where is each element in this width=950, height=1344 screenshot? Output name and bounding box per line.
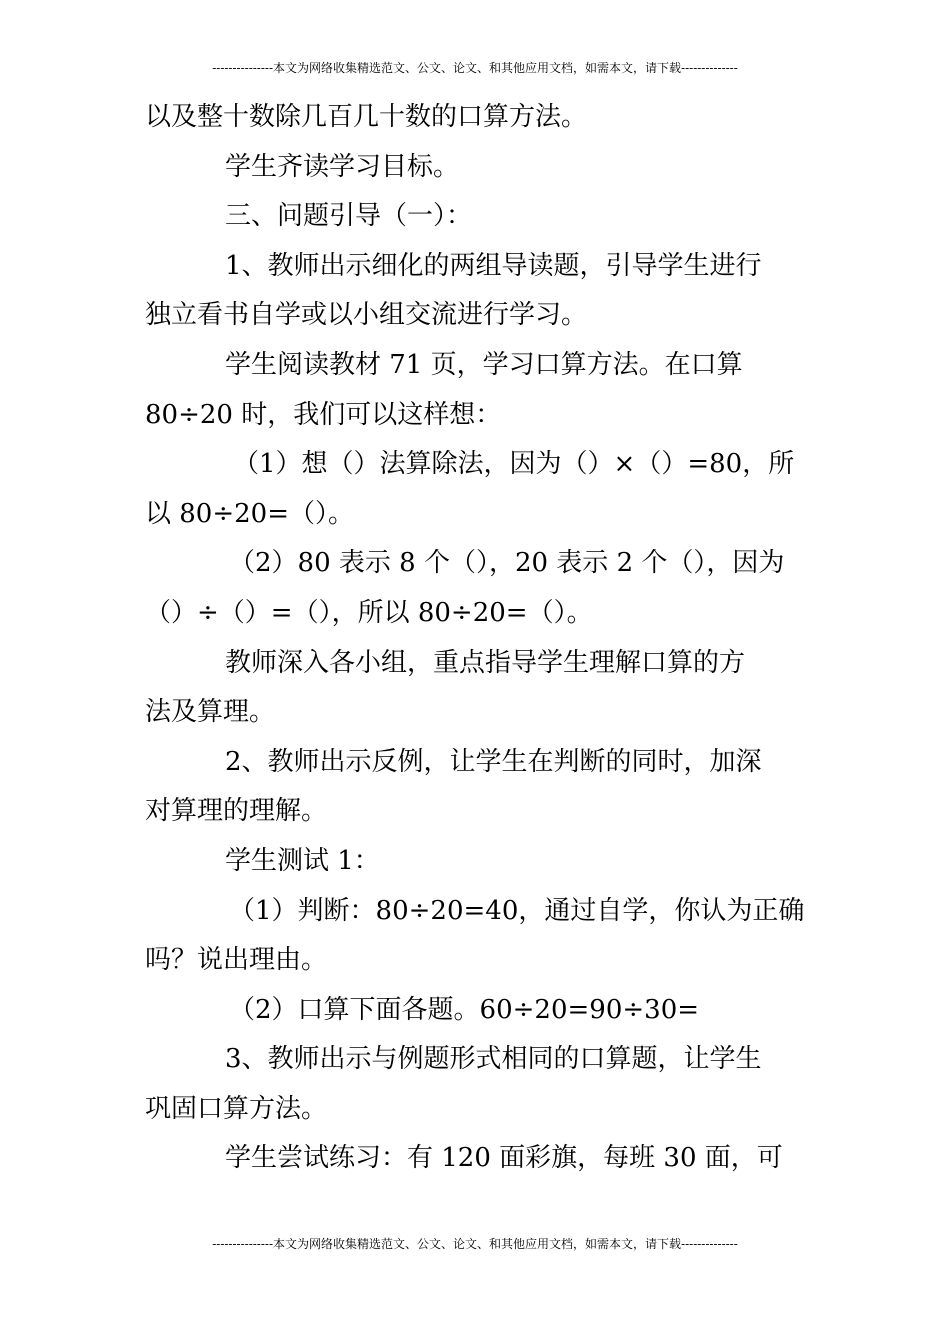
text-line: 以 80÷20=（）。 bbox=[145, 498, 355, 529]
text-line: 3、教师出示与例题形式相同的口算题，让学生 bbox=[225, 1044, 762, 1075]
text-line: 80÷20 时，我们可以这样想： bbox=[145, 399, 502, 430]
text-line: 独立看书自学或以小组交流进行学习。 bbox=[145, 300, 588, 331]
text-line: 2、教师出示反例，让学生在判断的同时，加深 bbox=[225, 746, 762, 777]
text-line: （）÷（）=（），所以 80÷20=（）。 bbox=[145, 597, 593, 628]
text-line: 法及算理。 bbox=[145, 697, 276, 728]
text-line: 学生测试 1： bbox=[225, 845, 380, 876]
text-line: 对算理的理解。 bbox=[145, 796, 328, 827]
text-line: 教师深入各小组，重点指导学生理解口算的方 bbox=[225, 647, 746, 678]
text-line: 吗？说出理由。 bbox=[145, 945, 328, 976]
text-line: 以及整十数除几百几十数的口算方法。 bbox=[145, 102, 588, 132]
text-line: （1）判断：80÷20=40，通过自学，你认为正确 bbox=[229, 895, 805, 926]
text-line: 学生尝试练习：有 120 面彩旗，每班 30 面，可 bbox=[225, 1143, 783, 1174]
text-line: （2）80 表示 8 个（），20 表示 2 个（），因为 bbox=[229, 548, 785, 579]
document-body bbox=[145, 93, 815, 1184]
text-line: 1、教师出示细化的两组导读题，引导学生进行 bbox=[225, 250, 762, 281]
text-line: 学生阅读教材 71 页，学习口算方法。在口算 bbox=[225, 349, 743, 380]
page-footer: ---------------本文为网络收集精选范文、公文、论文、和其他应用文档，如需本文，请下载-------------- bbox=[212, 1237, 738, 1251]
page-header: ---------------本文为网络收集精选范文、公文、论文、和其他应用文档，如需本文，请下载-------------- bbox=[212, 61, 738, 75]
text-line: 学生齐读学习目标。 bbox=[225, 151, 460, 182]
text-line: 三、问题引导（一）： bbox=[225, 201, 473, 232]
text-line: （1）想（）法算除法，因为（）×（）=80，所 bbox=[233, 449, 795, 480]
text-line: 巩固口算方法。 bbox=[145, 1093, 328, 1124]
text-line: （2）口算下面各题。60÷20=90÷30= bbox=[229, 994, 700, 1025]
